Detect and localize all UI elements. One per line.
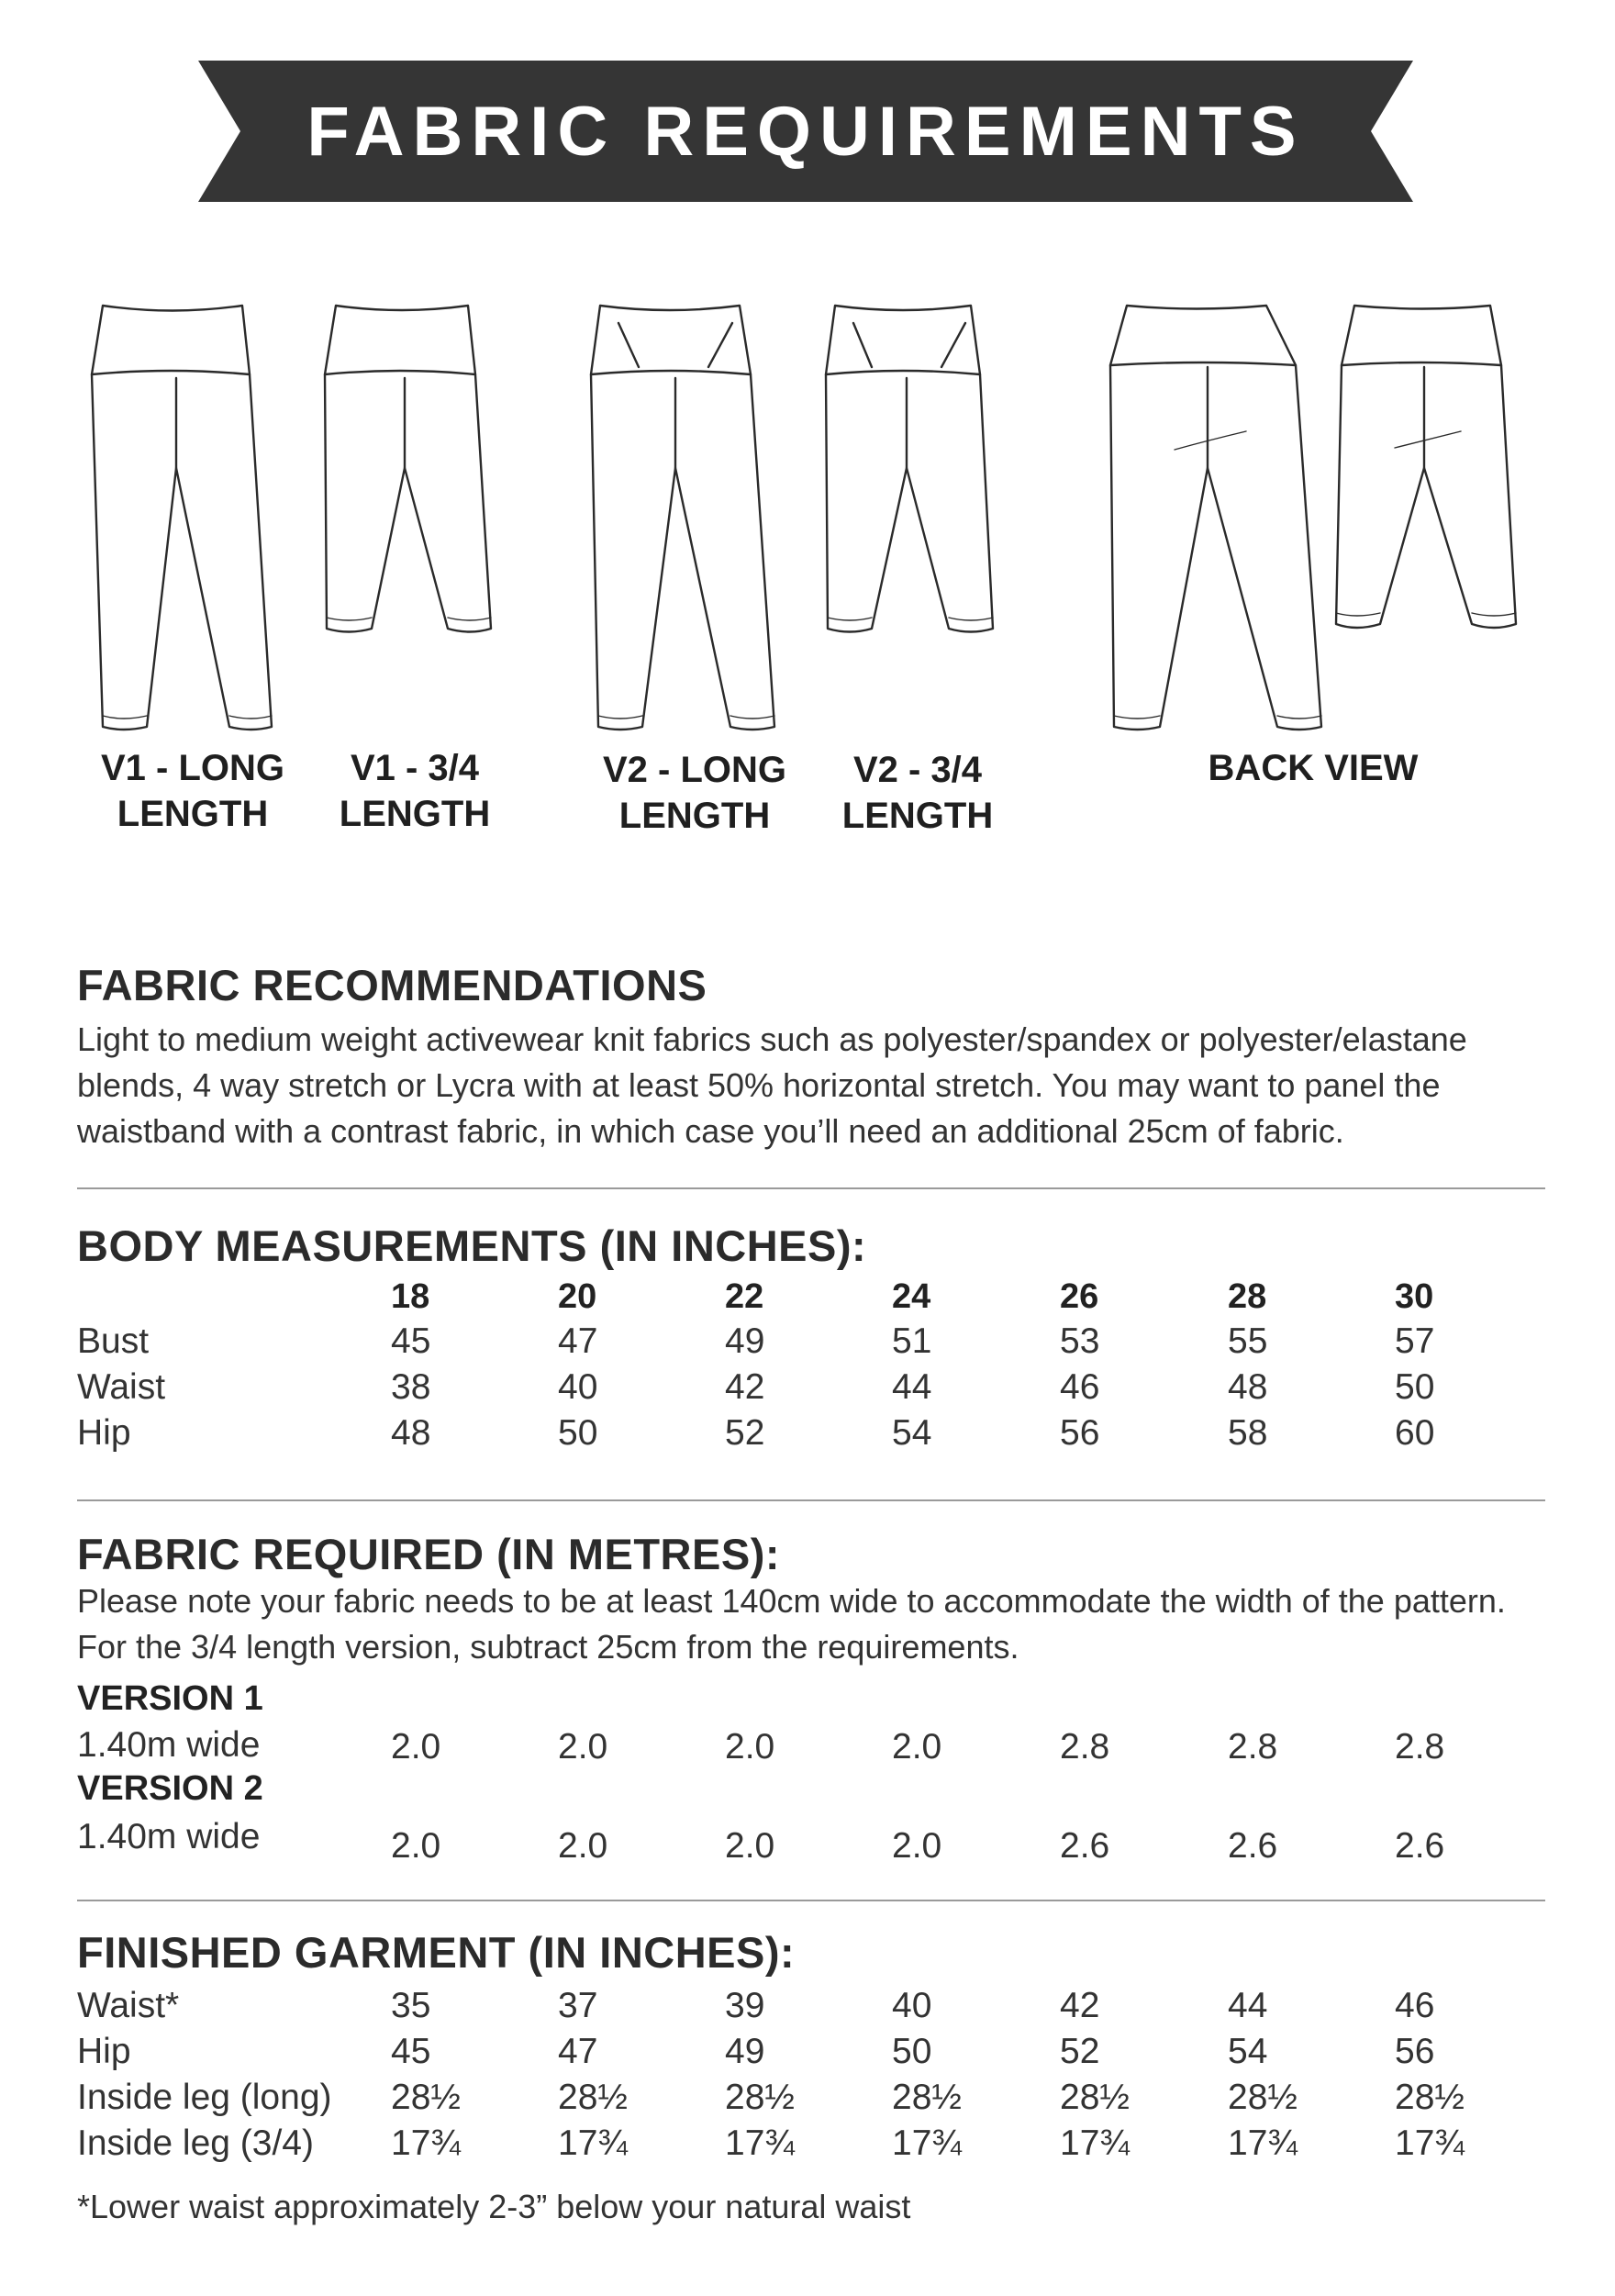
view-label-v1-long: V1 - LONG LENGTH	[100, 748, 285, 834]
table-cell: 37	[558, 1986, 598, 2025]
row-label: Hip	[77, 1413, 131, 1453]
table-cell: 38	[391, 1367, 431, 1407]
table-cell: 2.0	[892, 1826, 942, 1866]
pants-v1-long-icon	[92, 306, 272, 730]
table-cell: 28½	[892, 2078, 962, 2117]
table-cell: 2.8	[1060, 1727, 1110, 1767]
table-cell: 17¾	[1228, 2123, 1298, 2163]
garment-illustrations	[0, 294, 1615, 743]
table-cell: 44	[892, 1367, 932, 1407]
size-header: 28	[1228, 1277, 1267, 1316]
table-cell: 17¾	[391, 2123, 461, 2163]
table-cell: 46	[1395, 1986, 1435, 2025]
table-cell: 2.0	[391, 1826, 441, 1866]
table-cell: 42	[1060, 1986, 1100, 2025]
table-cell: 28½	[558, 2078, 628, 2117]
table-cell: 35	[391, 1986, 431, 2025]
table-cell: 56	[1060, 1413, 1100, 1453]
table-cell: 2.6	[1060, 1826, 1110, 1866]
table-cell: 58	[1228, 1413, 1268, 1453]
version-2-label: VERSION 2	[77, 1769, 263, 1808]
table-cell: 40	[892, 1986, 932, 2025]
table-cell: 40	[558, 1367, 598, 1407]
title-banner	[198, 61, 1413, 202]
table-cell: 2.0	[558, 1727, 608, 1767]
divider	[77, 1187, 1545, 1189]
table-cell: 54	[892, 1413, 932, 1453]
size-header: 24	[892, 1277, 931, 1316]
table-cell: 49	[725, 1321, 765, 1361]
version-1-width-label: 1.40m wide	[77, 1725, 261, 1765]
recommendation-line: blends, 4 way stretch or Lycra with at least 50% horizontal stretch. You may want to panel the	[77, 1066, 1441, 1104]
table-cell: 2.6	[1228, 1826, 1278, 1866]
pants-v2-long-icon	[591, 306, 774, 730]
table-cell: 50	[892, 2032, 932, 2071]
table-cell: 53	[1060, 1321, 1100, 1361]
table-cell: 28½	[1228, 2078, 1298, 2117]
recommendation-line: Light to medium weight activewear knit fabrics such as polyester/spandex or polyester/elastane	[77, 1020, 1467, 1058]
table-cell: 28½	[1060, 2078, 1130, 2117]
table-cell: 39	[725, 1986, 765, 2025]
fabric-width-note: Please note your fabric needs to be at least 140cm wide to accommodate the width of the pattern.	[77, 1582, 1506, 1620]
table-cell: 28½	[391, 2078, 461, 2117]
fabric-recommendations-title: FABRIC RECOMMENDATIONS	[77, 961, 707, 1009]
view-label-v2-long: V2 - LONG LENGTH	[602, 750, 787, 836]
table-cell: 2.0	[725, 1826, 775, 1866]
table-cell: 49	[725, 2032, 765, 2071]
table-cell: 42	[725, 1367, 765, 1407]
size-header: 18	[391, 1277, 430, 1316]
table-cell: 2.8	[1395, 1727, 1445, 1767]
pants-v1-three-quarter-icon	[325, 306, 491, 632]
table-cell: 17¾	[558, 2123, 628, 2163]
table-cell: 55	[1228, 1321, 1268, 1361]
table-cell: 2.6	[1395, 1826, 1445, 1866]
table-cell: 52	[1060, 2032, 1100, 2071]
row-label: Inside leg (long)	[77, 2078, 332, 2117]
row-label: Inside leg (3/4)	[77, 2123, 314, 2163]
table-cell: 54	[1228, 2032, 1268, 2071]
three-quarter-note: For the 3/4 length version, subtract 25cm from the requirements.	[77, 1628, 1019, 1666]
table-cell: 50	[558, 1413, 598, 1453]
finished-garment-title: FINISHED GARMENT (IN INCHES):	[77, 1928, 796, 1977]
table-cell: 47	[558, 2032, 598, 2071]
table-cell: 51	[892, 1321, 932, 1361]
table-cell: 46	[1060, 1367, 1100, 1407]
view-label-back-view: BACK VIEW	[1208, 748, 1419, 788]
row-label: Waist	[77, 1367, 166, 1407]
body-measurements-title: BODY MEASUREMENTS (IN INCHES):	[77, 1221, 867, 1270]
row-label: Waist*	[77, 1986, 180, 2025]
table-cell: 28½	[725, 2078, 795, 2117]
page-title: FABRIC REQUIREMENTS	[306, 92, 1305, 171]
table-cell: 47	[558, 1321, 598, 1361]
version-1-label: VERSION 1	[77, 1679, 263, 1718]
table-cell: 2.0	[892, 1727, 942, 1767]
recommendation-line: waistband with a contrast fabric, in which case you’ll need an additional 25cm of fabric.	[77, 1112, 1344, 1150]
table-cell: 48	[1228, 1367, 1268, 1407]
table-cell: 17¾	[1060, 2123, 1130, 2163]
size-header: 22	[725, 1277, 764, 1316]
table-cell: 17¾	[725, 2123, 795, 2163]
table-cell: 45	[391, 1321, 431, 1361]
table-cell: 17¾	[892, 2123, 962, 2163]
footnote: *Lower waist approximately 2-3” below your natural waist	[77, 2188, 911, 2225]
size-header: 30	[1395, 1277, 1434, 1316]
table-cell: 60	[1395, 1413, 1435, 1453]
table-cell: 2.8	[1228, 1727, 1278, 1767]
fabric-required-title: FABRIC REQUIRED (IN METRES):	[77, 1530, 780, 1578]
row-label: Hip	[77, 2032, 131, 2071]
table-cell: 44	[1228, 1986, 1268, 2025]
table-cell: 28½	[1395, 2078, 1465, 2117]
table-cell: 52	[725, 1413, 765, 1453]
view-label-v1-three-quarter: V1 - 3/4 LENGTH	[339, 748, 491, 834]
table-cell: 2.0	[391, 1727, 441, 1767]
table-cell: 2.0	[558, 1826, 608, 1866]
size-header: 26	[1060, 1277, 1099, 1316]
pants-back-long-icon	[1110, 306, 1321, 730]
divider	[77, 1900, 1545, 1901]
version-2-width-label: 1.40m wide	[77, 1817, 261, 1856]
table-cell: 57	[1395, 1321, 1435, 1361]
view-label-v2-three-quarter: V2 - 3/4 LENGTH	[841, 750, 994, 836]
table-cell: 50	[1395, 1367, 1435, 1407]
table-cell: 48	[391, 1413, 431, 1453]
table-cell: 2.0	[725, 1727, 775, 1767]
table-cell: 56	[1395, 2032, 1435, 2071]
table-cell: 45	[391, 2032, 431, 2071]
size-header: 20	[558, 1277, 597, 1316]
pants-v2-three-quarter-icon	[826, 306, 993, 632]
divider	[77, 1499, 1545, 1501]
pants-back-three-quarter-icon	[1336, 306, 1516, 628]
table-cell: 17¾	[1395, 2123, 1465, 2163]
row-label: Bust	[77, 1321, 150, 1361]
